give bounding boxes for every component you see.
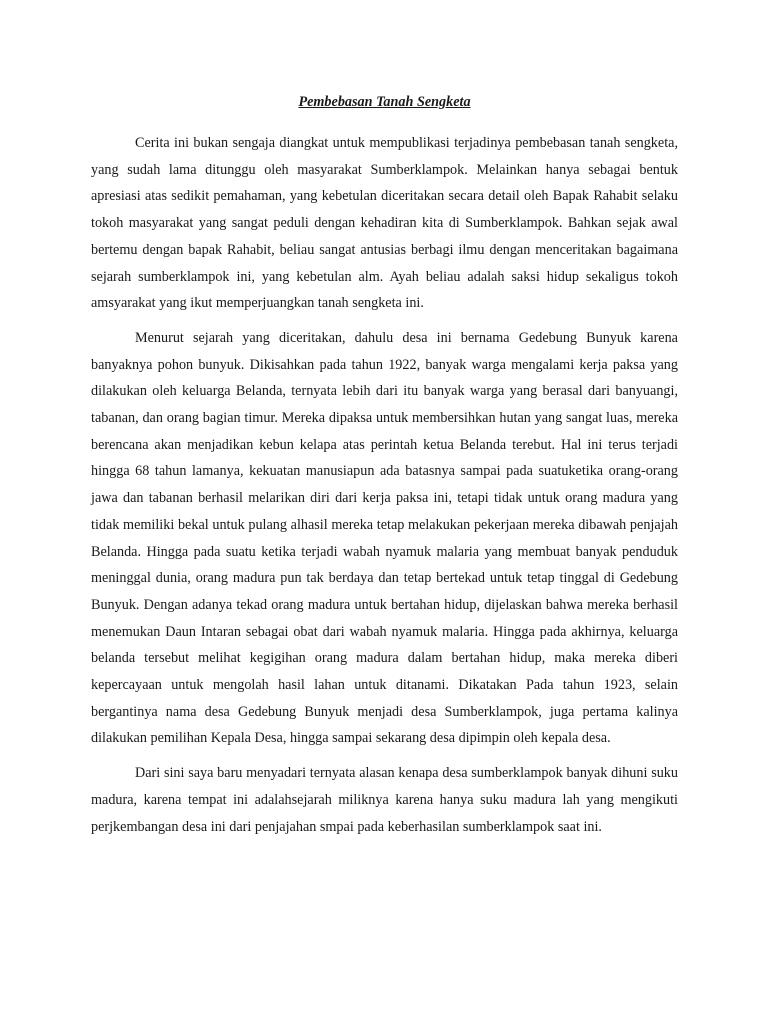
document-body	[91, 92, 678, 848]
document-title: Pembebasan Tanah Sengketa	[298, 94, 471, 110]
paragraph-2: Menurut sejarah yang diceritakan, dahulu desa ini bernama Gedebung Bunyuk karena banyaknya pohon bunyuk. Dikisahkan pada tahun 1922, banyak warga mengalami kerja paksa yang dilakukan oleh keluarga Belanda, ternyata lebih dari itu banyak warga yang berasal dari banyuangi, tabanan, dan orang bagian timur. Mereka dipaksa untuk membersihkan hutan yang sangat luas, mereka berencana akan menjadikan kebun kelapa atas perintah ketua Belanda terebut. Hal ini terus terjadi hingga 68 tahun lamanya, kekuatan manusiapun ada batasnya sampai pada suatuketika orang-orang jawa dan tabanan berhasil melarikan diri dari kerja paksa ini, tetapi tidak untuk orang madura yang tidak memiliki bekal untuk pulang alhasil mereka tetap melakukan pekerjaan mereka dibawah penjajah Belanda. Hingga pada suatu ketika terjadi wabah nyamuk malaria yang membuat banyak penduduk meninggal dunia, orang madura pun tak berdaya dan tetap bertekad untuk tetap tinggal di Gedebung Bunyuk. Dengan adanya tekad orang madura untuk bertahan hidup, dijelaskan bahwa mereka berhasil menemukan Daun Intaran sebagai obat dari wabah nyamuk malaria. Hingga pada akhirnya, keluarga belanda tersebut melihat kegigihan orang madura dalam bertahan hidup, maka mereka diberi kepercayaan untuk mengolah hasil lahan untuk ditanami. Dikatakan Pada tahun 1923, selain bergantinya nama desa Gedebung Bunyuk menjadi desa Sumberklampok, juga pertama kalinya dilakukan pemilihan Kepala Desa, hingga sampai sekarang desa dipimpin oleh kepala desa.	[91, 329, 678, 747]
paragraph-1: Cerita ini bukan sengaja diangkat untuk mempublikasi terjadinya pembebasan tanah sengketa, yang sudah lama ditunggu oleh masyarakat Sumberklampok. Melainkan hanya sebagai bentuk apresiasi atas sedikit pemahaman, yang kebetulan diceritakan secara detail oleh Bapak Rahabit selaku tokoh masyarakat yang sangat peduli dengan kehadiran kita di Sumberklampok. Bahkan sejak awal bertemu dengan bapak Rahabit, beliau sangat antusias berbagi ilmu dengan menceritakan bagaimana sejarah sumberklampok ini, yang kebetulan alm. Ayah beliau adalah saksi hidup sekaligus tokoh amsyarakat yang ikut memperjuangkan tanah sengketa ini.	[91, 135, 678, 312]
paragraph-3: Dari sini saya baru menyadari ternyata alasan kenapa desa sumberklampok banyak dihuni suku madura, karena tempat ini adalahsejarah miliknya karena hanya suku madura lah yang mengikuti perjkembangan desa ini dari penjajahan smpai pada keberhasilan sumberklampok saat ini.	[91, 765, 678, 835]
